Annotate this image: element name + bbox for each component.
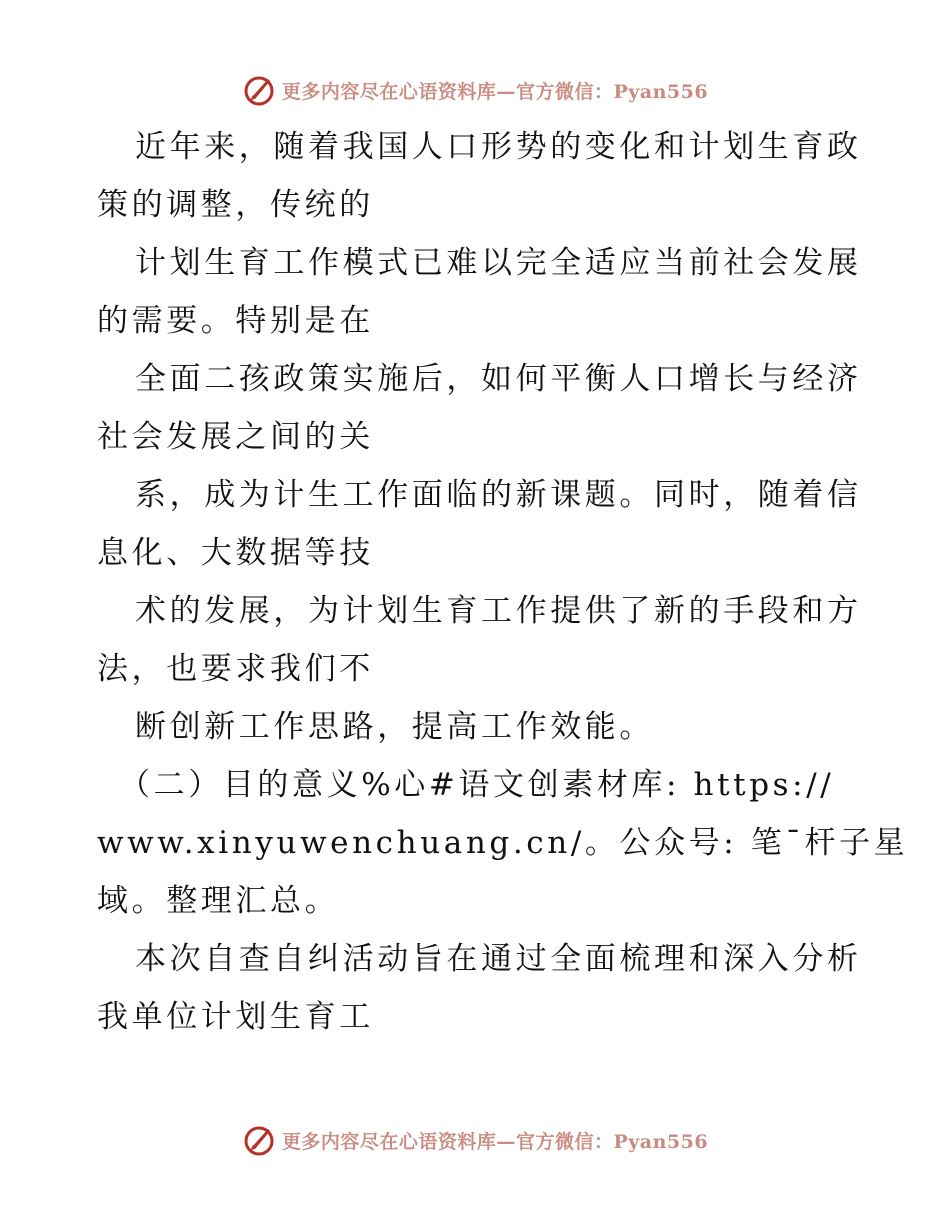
paragraph-line: 域。整理汇总。 — [97, 883, 340, 919]
paragraph-line: www.xinyuwenchuang.cn/。公众号: 笔¯杆子星 — [97, 825, 909, 861]
paragraph-line: 社会发展之间的关 — [97, 419, 374, 455]
document-body — [97, 118, 909, 1046]
banner-text: 更多内容尽在心语资料库— — [281, 80, 516, 103]
header-banner — [0, 70, 950, 110]
quill-logo-icon — [242, 1123, 276, 1157]
paragraph-line: 术的发展，为计划生育工作提供了新的手段和方 — [135, 593, 862, 629]
banner-text: 更多内容尽在心语资料库— — [281, 1130, 516, 1153]
paragraph-line: 我单位计划生育工 — [97, 999, 374, 1035]
paragraph-line: 息化、大数据等技 — [97, 535, 374, 571]
paragraph-line: 的需要。特别是在 — [97, 303, 374, 339]
paragraph-line: 系，成为计生工作面临的新课题。同时，随着信 — [135, 477, 862, 513]
section-heading-line: （二）目的意义%心#语文创素材库: https:// — [119, 767, 835, 803]
footer-banner — [0, 1120, 950, 1160]
paragraph-line: 近年来，随着我国人口形势的变化和计划生育政 — [135, 129, 862, 165]
paragraph-line: 计划生育工作模式已难以完全适应当前社会发展 — [135, 245, 862, 281]
paragraph-line: 本次自查自纠活动旨在通过全面梳理和深入分析 — [135, 941, 862, 977]
paragraph-line: 策的调整，传统的 — [97, 187, 374, 223]
paragraph-line: 全面二孩政策实施后，如何平衡人口增长与经济 — [135, 361, 862, 397]
banner-wechat: 官方微信：Pyan556 — [515, 80, 709, 103]
quill-logo-icon — [242, 73, 276, 107]
banner-wechat: 官方微信：Pyan556 — [515, 1130, 709, 1153]
paragraph-line: 法，也要求我们不 — [97, 651, 374, 687]
paragraph-line: 断创新工作思路，提高工作效能。 — [135, 709, 654, 745]
